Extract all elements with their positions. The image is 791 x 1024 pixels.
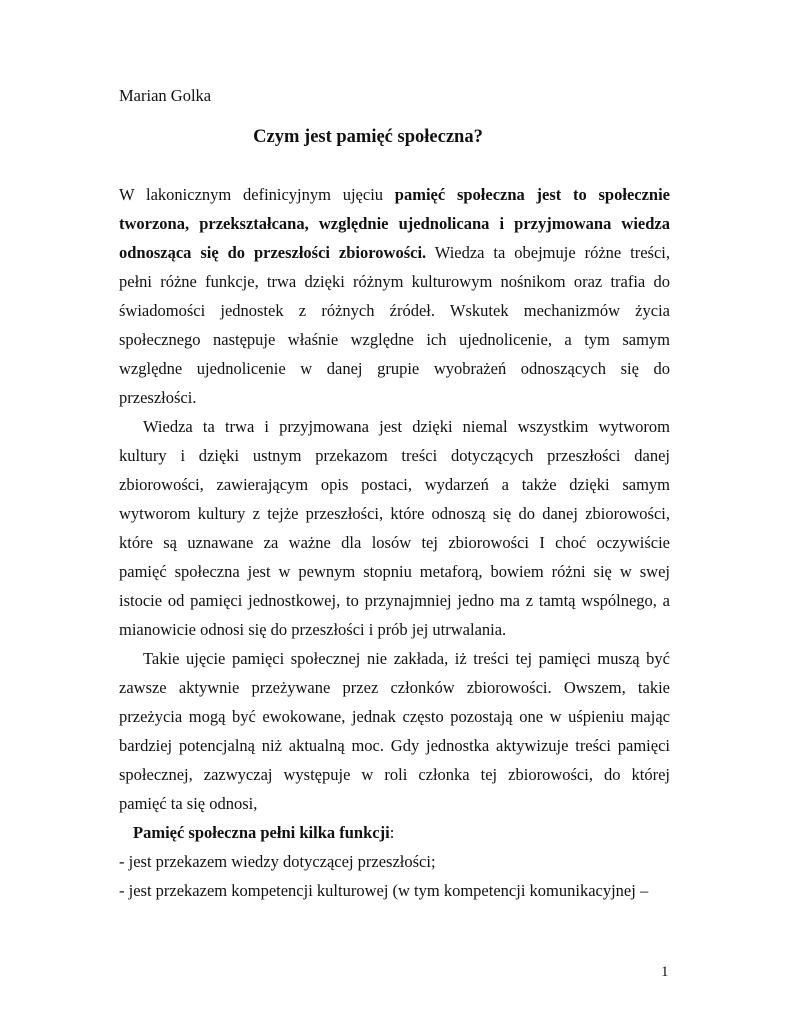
document-body — [119, 184, 670, 909]
paragraph-line: społecznego następuje właśnie względne ich ujednolicenie, a tym samym — [119, 330, 670, 349]
paragraph-line: pełni różne funkcje, trwa dzięki różnym kulturowym nośnikom oraz trafia do — [119, 272, 670, 291]
paragraph-line: względne ujednolicenie w danej grupie wyobrażeń odnoszących się do — [119, 359, 670, 378]
paragraph-line: zbiorowości, zawierającym opis postaci, wydarzeń a także dzięki samym — [119, 475, 670, 494]
paragraph-line: pamięć ta się odnosi, — [119, 794, 258, 813]
paragraph-line: odnosząca się do przeszłości zbiorowości. Wiedza ta obejmuje różne treści, — [119, 243, 670, 262]
paragraph-line: istocie od pamięci jednostkowej, to przynajmniej jedno ma z tamtą wspólnego, a — [119, 591, 670, 610]
paragraph-line: bardziej potencjalną niż aktualną moc. Gdy jednostka aktywizuje treści pamięci — [119, 736, 670, 755]
document-title: Czym jest pamięć społeczna? — [253, 127, 483, 147]
paragraph-line: przeszłości. — [119, 388, 197, 407]
page-number: 1 — [661, 964, 669, 980]
author-name: Marian Golka — [119, 86, 212, 105]
paragraph-line: tworzona, przekształcana, względnie ujednolicana i przyjmowana wiedza — [119, 214, 670, 233]
functions-section — [119, 822, 670, 909]
paragraph-3 — [119, 648, 670, 822]
paragraph-line: społecznej, zazwyczaj występuje w roli członka tej zbiorowości, do której — [119, 765, 670, 784]
functions-heading: Pamięć społeczna pełni kilka funkcji: — [133, 823, 395, 842]
functions-list-item: - jest przekazem wiedzy dotyczącej przeszłości; — [119, 852, 436, 871]
paragraph-1 — [119, 184, 670, 416]
paragraph-line: Takie ujęcie pamięci społecznej nie zakłada, iż treści tej pamięci muszą być — [143, 649, 670, 668]
paragraph-line: przeżycia mogą być ewokowane, jednak często pozostają one w uśpieniu mając — [119, 707, 670, 726]
paragraph-line: zawsze aktywnie przeżywane przez członków zbiorowości. Owszem, takie — [119, 678, 670, 697]
paragraph-line: świadomości jednostek z różnych źródeł. Wskutek mechanizmów życia — [119, 301, 670, 320]
paragraph-line: W lakonicznym definicyjnym ujęciu pamięć społeczna jest to społecznie — [119, 185, 670, 204]
paragraph-line: kultury i dzięki ustnym przekazom treści dotyczących przeszłości danej — [119, 446, 670, 465]
paragraph-line: Wiedza ta trwa i przyjmowana jest dzięki niemal wszystkim wytworom — [143, 417, 670, 436]
paragraph-line: które są uznawane za ważne dla losów tej zbiorowości I choć oczywiście — [119, 533, 670, 552]
paragraph-line: mianowicie odnosi się do przeszłości i prób jej utrwalania. — [119, 620, 507, 639]
paragraph-line: pamięć społeczna jest w pewnym stopniu metaforą, bowiem różni się w swej — [119, 562, 670, 581]
paragraph-2 — [119, 416, 670, 648]
paragraph-line: wytworom kultury z tejże przeszłości, które odnoszą się do danej zbiorowości, — [119, 504, 670, 523]
functions-list-item: - jest przekazem kompetencji kulturowej (w tym kompetencji komunikacyjnej – — [119, 881, 649, 900]
